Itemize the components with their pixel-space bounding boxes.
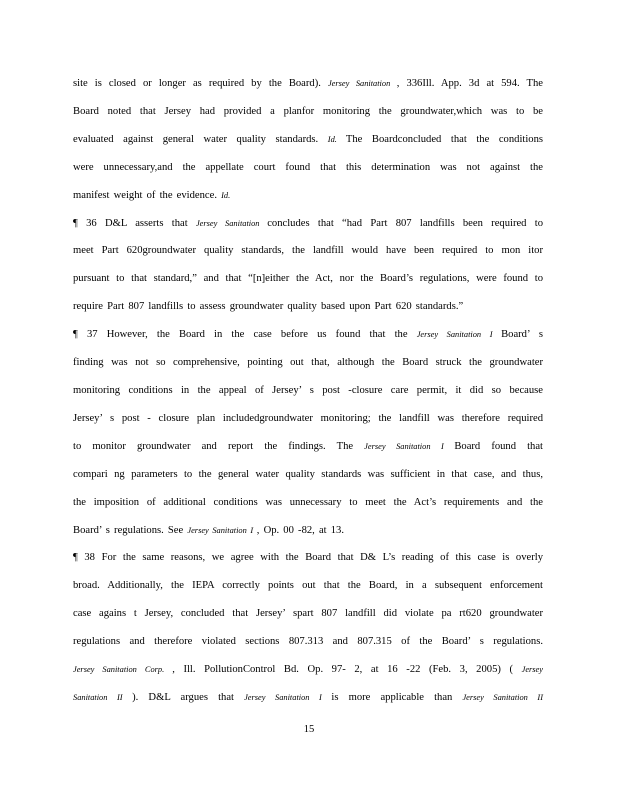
text-line <box>73 126 543 154</box>
text-segment: evaluated against general water quality standards. <box>73 133 328 145</box>
case-citation: Jersey <box>521 665 543 675</box>
text-line <box>73 628 543 656</box>
text-segment: ¶ 38 For the same reasons, we agree with the Board that D& L’s reading of this case is overly <box>73 552 543 564</box>
text-line <box>73 544 543 572</box>
text-segment: Board’ s regulations. See <box>73 524 188 536</box>
text-line <box>73 237 543 265</box>
text-segment: to monitor groundwater and report the findings. The <box>73 440 365 452</box>
text-line <box>73 572 543 600</box>
text-segment: is more applicable than <box>331 691 463 703</box>
body-text <box>73 70 543 712</box>
case-citation: Sanitation II <box>73 692 133 702</box>
text-line <box>73 489 543 517</box>
case-citation: Jersey Sanitation <box>327 79 397 88</box>
text-line <box>73 98 543 126</box>
text-segment: require Part 807 landfills to assess groundwater quality based upon Part 620 standards.” <box>73 301 464 313</box>
text-segment: were unnecessary,and the appellate court found that this determination was not against the <box>73 161 543 173</box>
text-line <box>73 265 543 293</box>
text-line <box>73 70 543 98</box>
text-segment: regulations and therefore violated sections 807.313 and 807.315 of the Board’ s regulations. <box>73 636 543 648</box>
text-line <box>73 154 543 182</box>
case-citation: Jersey Sanitation I <box>416 330 502 340</box>
text-segment: Board found that <box>454 440 543 452</box>
case-citation: Id. <box>221 190 231 200</box>
text-segment: case agains t Jersey, concluded that Jersey’ spart 807 landfill did violate pa rt620 groundwater <box>73 608 543 620</box>
text-line <box>73 517 543 545</box>
text-line <box>73 321 543 349</box>
text-segment: ). D&L argues that <box>132 691 245 703</box>
case-citation: Jersey Sanitation I <box>244 692 332 702</box>
page-number: 15 <box>303 724 315 735</box>
text-segment: pursuant to that standard,” and that “[n]either the Act, nor the Board’s regulations, were found to <box>73 273 543 285</box>
text-line <box>73 656 543 684</box>
text-line <box>73 405 543 433</box>
case-citation: Jersey Sanitation Corp. <box>73 665 173 675</box>
text-segment: The Boardconcluded that the conditions <box>345 133 543 145</box>
text-line <box>73 182 543 210</box>
text-segment: the imposition of additional conditions was unnecessary to meet the Act’s requirements and the <box>73 496 543 508</box>
text-segment: meet Part 620groundwater quality standards, the landfill would have been required to mon itor <box>73 245 543 257</box>
text-segment: monitoring conditions in the appeal of Jersey’ s post -closure care permit, it did so because <box>73 384 543 396</box>
text-line <box>73 377 543 405</box>
text-segment: , 336Ill. App. 3d at 594. The <box>396 78 544 89</box>
text-segment: compari ng parameters to the general water quality standards was sufficient in that case, and thus, <box>73 468 543 480</box>
text-line <box>73 293 543 321</box>
case-citation: Jersey Sanitation II <box>462 692 543 702</box>
text-segment: concludes that “had Part 807 landfills been required to <box>267 217 543 229</box>
text-line <box>73 461 543 489</box>
text-segment: , Ill. PollutionControl Bd. Op. 97- 2, at 16 -22 (Feb. 3, 2005) ( <box>172 664 522 676</box>
text-segment: Jersey’ s post - closure plan includedgroundwater monitoring; the landfill was therefore required <box>73 412 543 424</box>
case-citation: Jersey Sanitation <box>195 218 268 228</box>
text-line <box>73 210 543 238</box>
text-line <box>73 600 543 628</box>
text-segment: , Op. 00 -82, at 13. <box>256 524 345 536</box>
text-segment: site is closed or longer as required by the Board). <box>73 78 328 89</box>
text-segment: manifest weight of the evidence. <box>73 189 222 201</box>
text-segment: ¶ 36 D&L asserts that <box>73 217 196 229</box>
text-segment: finding was not so comprehensive, pointing out that, although the Board struck the groundwater <box>73 357 543 369</box>
text-line <box>73 349 543 377</box>
case-citation: Jersey Sanitation I <box>187 525 257 535</box>
text-segment: Board’ s <box>501 329 543 341</box>
text-segment: broad. Additionally, the IEPA correctly points out that the Board, in a subsequent enforcement <box>73 580 543 592</box>
text-line <box>73 684 543 712</box>
text-line <box>73 433 543 461</box>
case-citation: Id. <box>327 134 346 144</box>
text-segment: Board noted that Jersey had provided a planfor monitoring the groundwater,which was to be <box>73 105 543 117</box>
case-citation: Jersey Sanitation I <box>364 441 455 451</box>
text-segment: ¶ 37 However, the Board in the case before us found that the <box>73 329 417 341</box>
